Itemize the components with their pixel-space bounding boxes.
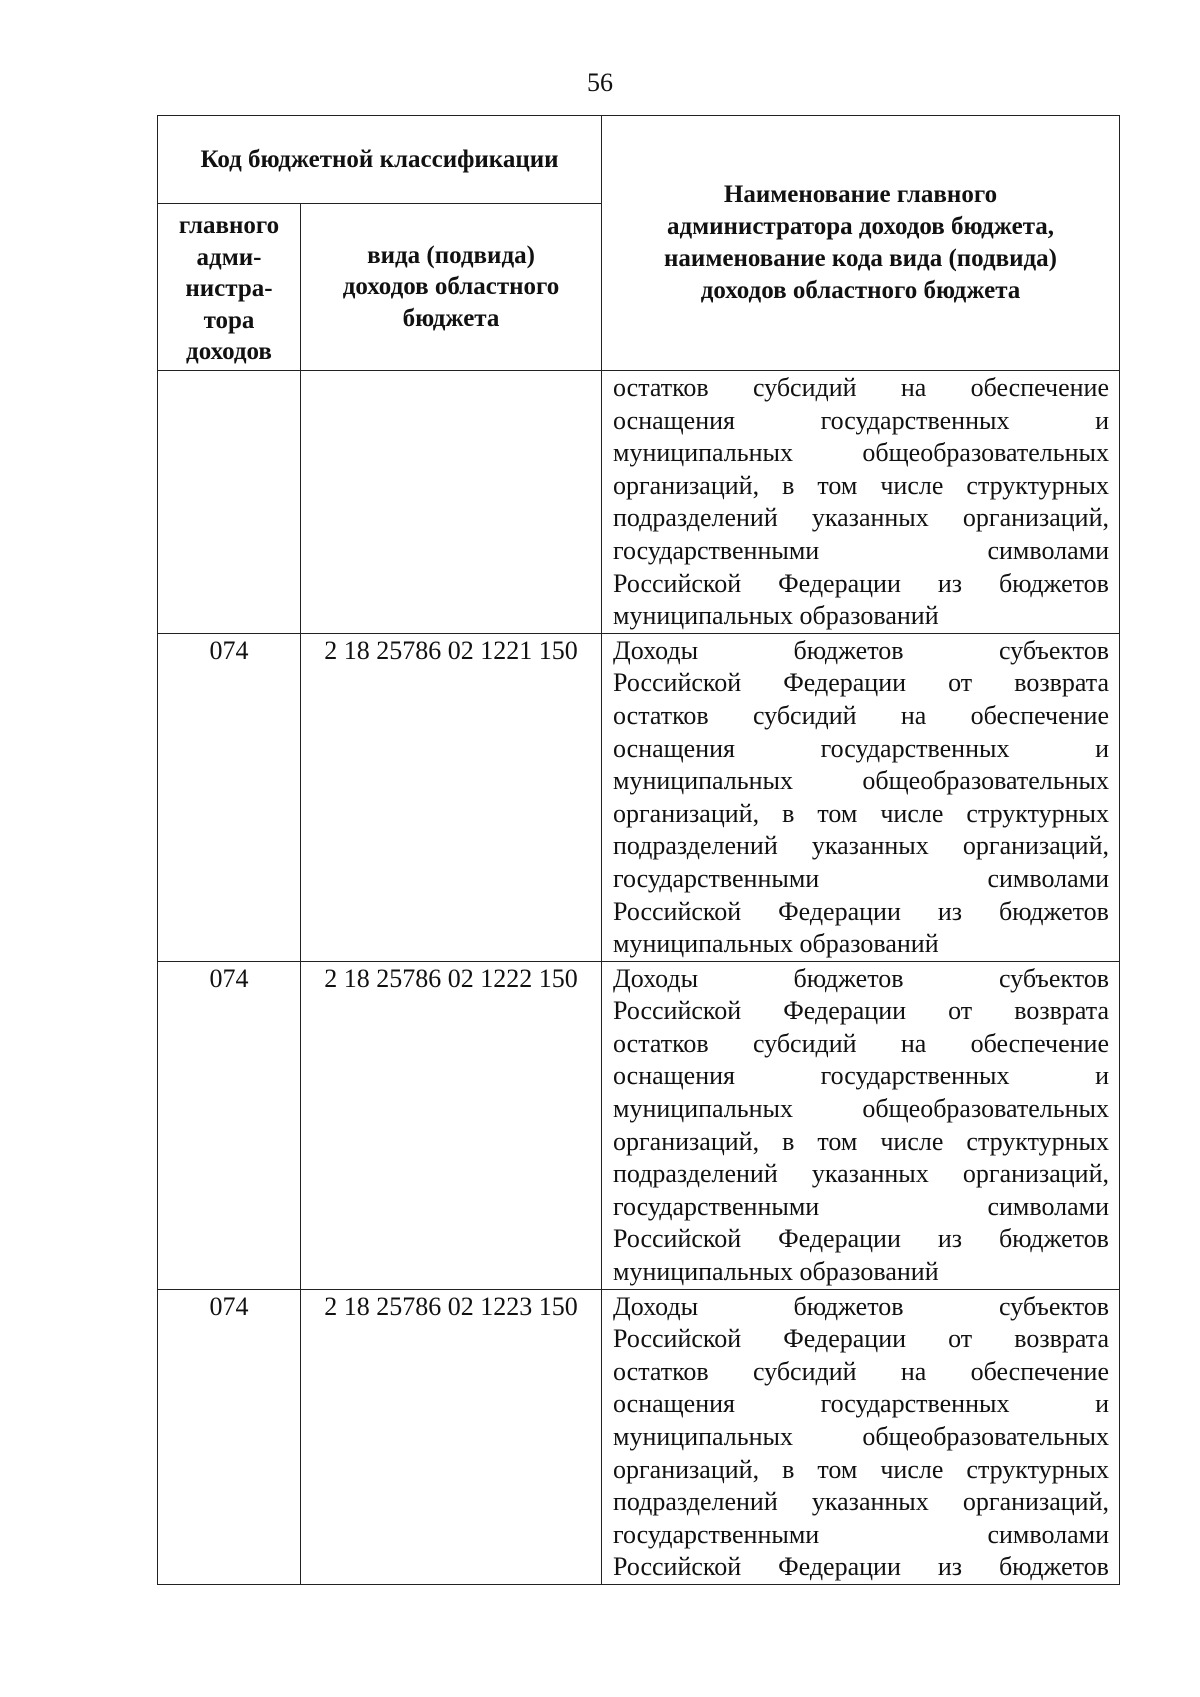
admin-code-cell: 074 [158,961,301,1289]
header-kind-line: вида (подвида) [367,241,535,269]
income-name-cell [602,371,1120,634]
header-name-line: Наименование главного [723,181,998,208]
header-admin-line: главного [178,212,280,240]
income-name-line: организаций, в том числе структурных [613,1126,1109,1156]
income-name-line: Российской Федерации из бюджетов [613,568,1109,598]
income-name-line: подразделений указанных организаций, [613,1159,1109,1189]
income-name-line: государственными символами [613,1519,1109,1549]
income-name-line: Российской Федерации от возврата [613,1324,1109,1354]
table-body [158,371,1120,1585]
income-name-line: Доходы бюджетов субъектов [613,635,1109,665]
income-name-line: остатков субсидий на обеспечение [613,1356,1109,1386]
header-admin-line: тора [203,306,255,334]
budget-classification-table [157,115,1120,1585]
admin-code-cell: 074 [158,633,301,961]
income-kind-code-cell [301,371,602,634]
income-name-line: Российской Федерации от возврата [613,996,1109,1026]
income-name-line: оснащения государственных и [613,1061,1109,1091]
income-name-line: государственными символами [613,863,1109,893]
income-name-line: подразделений указанных организаций, [613,503,1109,533]
income-name-line: оснащения государственных и [613,1389,1109,1419]
income-name-line: государственными символами [613,1191,1109,1221]
table-row [158,961,1120,1289]
income-name-cell [602,961,1120,1289]
income-name-line: муниципальных образований [613,929,939,959]
income-name-line: оснащения государственных и [613,733,1109,763]
table-header [158,116,1120,371]
income-name-cell [602,633,1120,961]
income-name-line: Российской Федерации из бюджетов [613,896,1109,926]
income-name-line: Российской Федерации из бюджетов [613,1552,1109,1582]
header-admin-line: нистра- [185,275,273,303]
income-name-line: муниципальных общеобразовательных [613,1422,1109,1451]
income-name-line: Доходы бюджетов субъектов [613,1291,1109,1321]
income-kind-code-cell: 2 18 25786 02 1221 150 [301,633,602,961]
income-kind-code-cell: 2 18 25786 02 1222 150 [301,961,602,1289]
header-kind-column [301,204,602,371]
income-name-cell [602,1289,1120,1584]
header-admin-line: адми- [196,243,262,271]
header-admin-column [158,204,301,371]
income-name-line: Доходы бюджетов субъектов [613,963,1109,993]
income-name-line: Российской Федерации от возврата [613,668,1109,698]
admin-code-cell: 074 [158,1289,301,1584]
page-number: 56 [587,68,613,97]
header-kind-line: доходов областного [342,273,560,301]
header-kind-line: бюджета [402,304,500,332]
income-name-line: организаций, в том числе структурных [613,1454,1109,1484]
income-name-line: организаций, в том числе структурных [613,470,1109,500]
header-name-line: наименование кода вида (подвида) [664,245,1057,272]
table-row [158,1289,1120,1584]
header-admin-line: доходов [186,338,272,366]
income-name-line: муниципальных общеобразовательных [613,766,1109,796]
income-name-line: оснащения государственных и [613,405,1109,435]
header-name-line: администратора доходов бюджета, [666,213,1055,240]
income-name-line: Российской Федерации из бюджетов [613,1224,1109,1254]
header-name-line: доходов областного бюджета [700,277,1021,304]
income-name-line: остатков субсидий на обеспечение [613,373,1109,402]
income-name-line: остатков субсидий на обеспечение [613,1028,1109,1058]
income-name-line: муниципальных образований [613,601,939,631]
income-name-line: остатков субсидий на обеспечение [613,700,1109,730]
header-name-column [602,116,1120,371]
income-name-line: муниципальных образований [613,1257,939,1287]
income-name-line: подразделений указанных организаций, [613,831,1109,861]
table-row [158,371,1120,634]
admin-code-cell [158,371,301,634]
income-name-line: муниципальных общеобразовательных [613,438,1109,468]
income-kind-code-cell: 2 18 25786 02 1223 150 [301,1289,602,1584]
header-budget-code-group: Код бюджетной классификации [158,116,602,204]
income-name-line: государственными символами [613,535,1109,565]
income-name-line: подразделений указанных организаций, [613,1487,1109,1517]
table-row [158,633,1120,961]
income-name-line: организаций, в том числе структурных [613,798,1109,828]
income-name-line: муниципальных общеобразовательных [613,1094,1109,1124]
